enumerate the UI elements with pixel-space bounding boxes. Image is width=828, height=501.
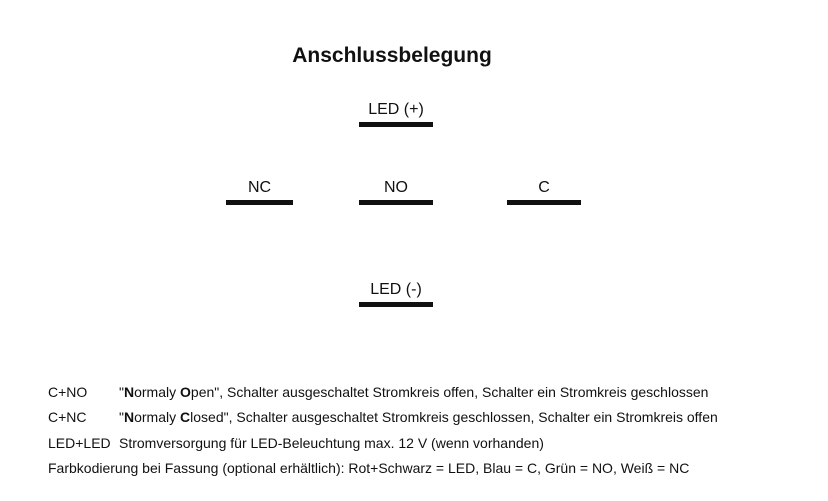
legend-code: LED+LED <box>48 435 111 451</box>
pin-led-minus <box>359 281 433 307</box>
pin-bar <box>226 200 293 205</box>
legend-text: ormaly <box>134 409 181 425</box>
page-title: Anschlussbelegung <box>292 44 492 67</box>
pin-bar <box>359 200 433 205</box>
pin-led-plus <box>359 101 433 127</box>
legend-text: Farbkodierung bei Fassung (optional erhältlich): Rot+Schwarz = LED, Blau = C, Grün = NO, Weiß = NC <box>48 460 690 476</box>
legend-quote: " <box>119 384 124 400</box>
legend-code: C+NC <box>48 409 87 425</box>
pin-label: LED (+) <box>368 101 424 118</box>
legend-code: C+NO <box>48 384 88 400</box>
pin-bar <box>507 200 581 205</box>
legend-quote: " <box>119 409 124 425</box>
legend-text: pen", Schalter ausgeschaltet Stromkreis offen, Schalter ein Stromkreis geschlossen <box>190 384 709 400</box>
legend-row-color-coding <box>48 460 689 477</box>
legend-row-led <box>48 435 544 452</box>
pin-bar <box>359 302 433 307</box>
pin-label: LED (-) <box>370 281 422 298</box>
pin-label: NO <box>384 179 408 196</box>
pin-bar <box>359 122 433 127</box>
legend-row-c-no <box>48 384 708 401</box>
legend-bold: C <box>180 409 191 425</box>
legend-text: Stromversorgung für LED-Beleuchtung max. 12 V (wenn vorhanden) <box>119 435 544 451</box>
legend-text: ormaly <box>134 384 181 400</box>
legend-bold: O <box>180 384 191 400</box>
pin-no <box>359 179 433 205</box>
legend-bold: N <box>123 384 135 400</box>
pin-label: C <box>538 179 550 196</box>
legend-bold: N <box>123 409 135 425</box>
pin-label: NC <box>247 179 272 196</box>
pin-c <box>507 179 581 205</box>
legend-row-c-nc <box>48 409 718 426</box>
legend-text: losed", Schalter ausgeschaltet Stromkreis geschlossen, Schalter ein Stromkreis offen <box>190 409 718 425</box>
pin-nc <box>226 179 293 205</box>
